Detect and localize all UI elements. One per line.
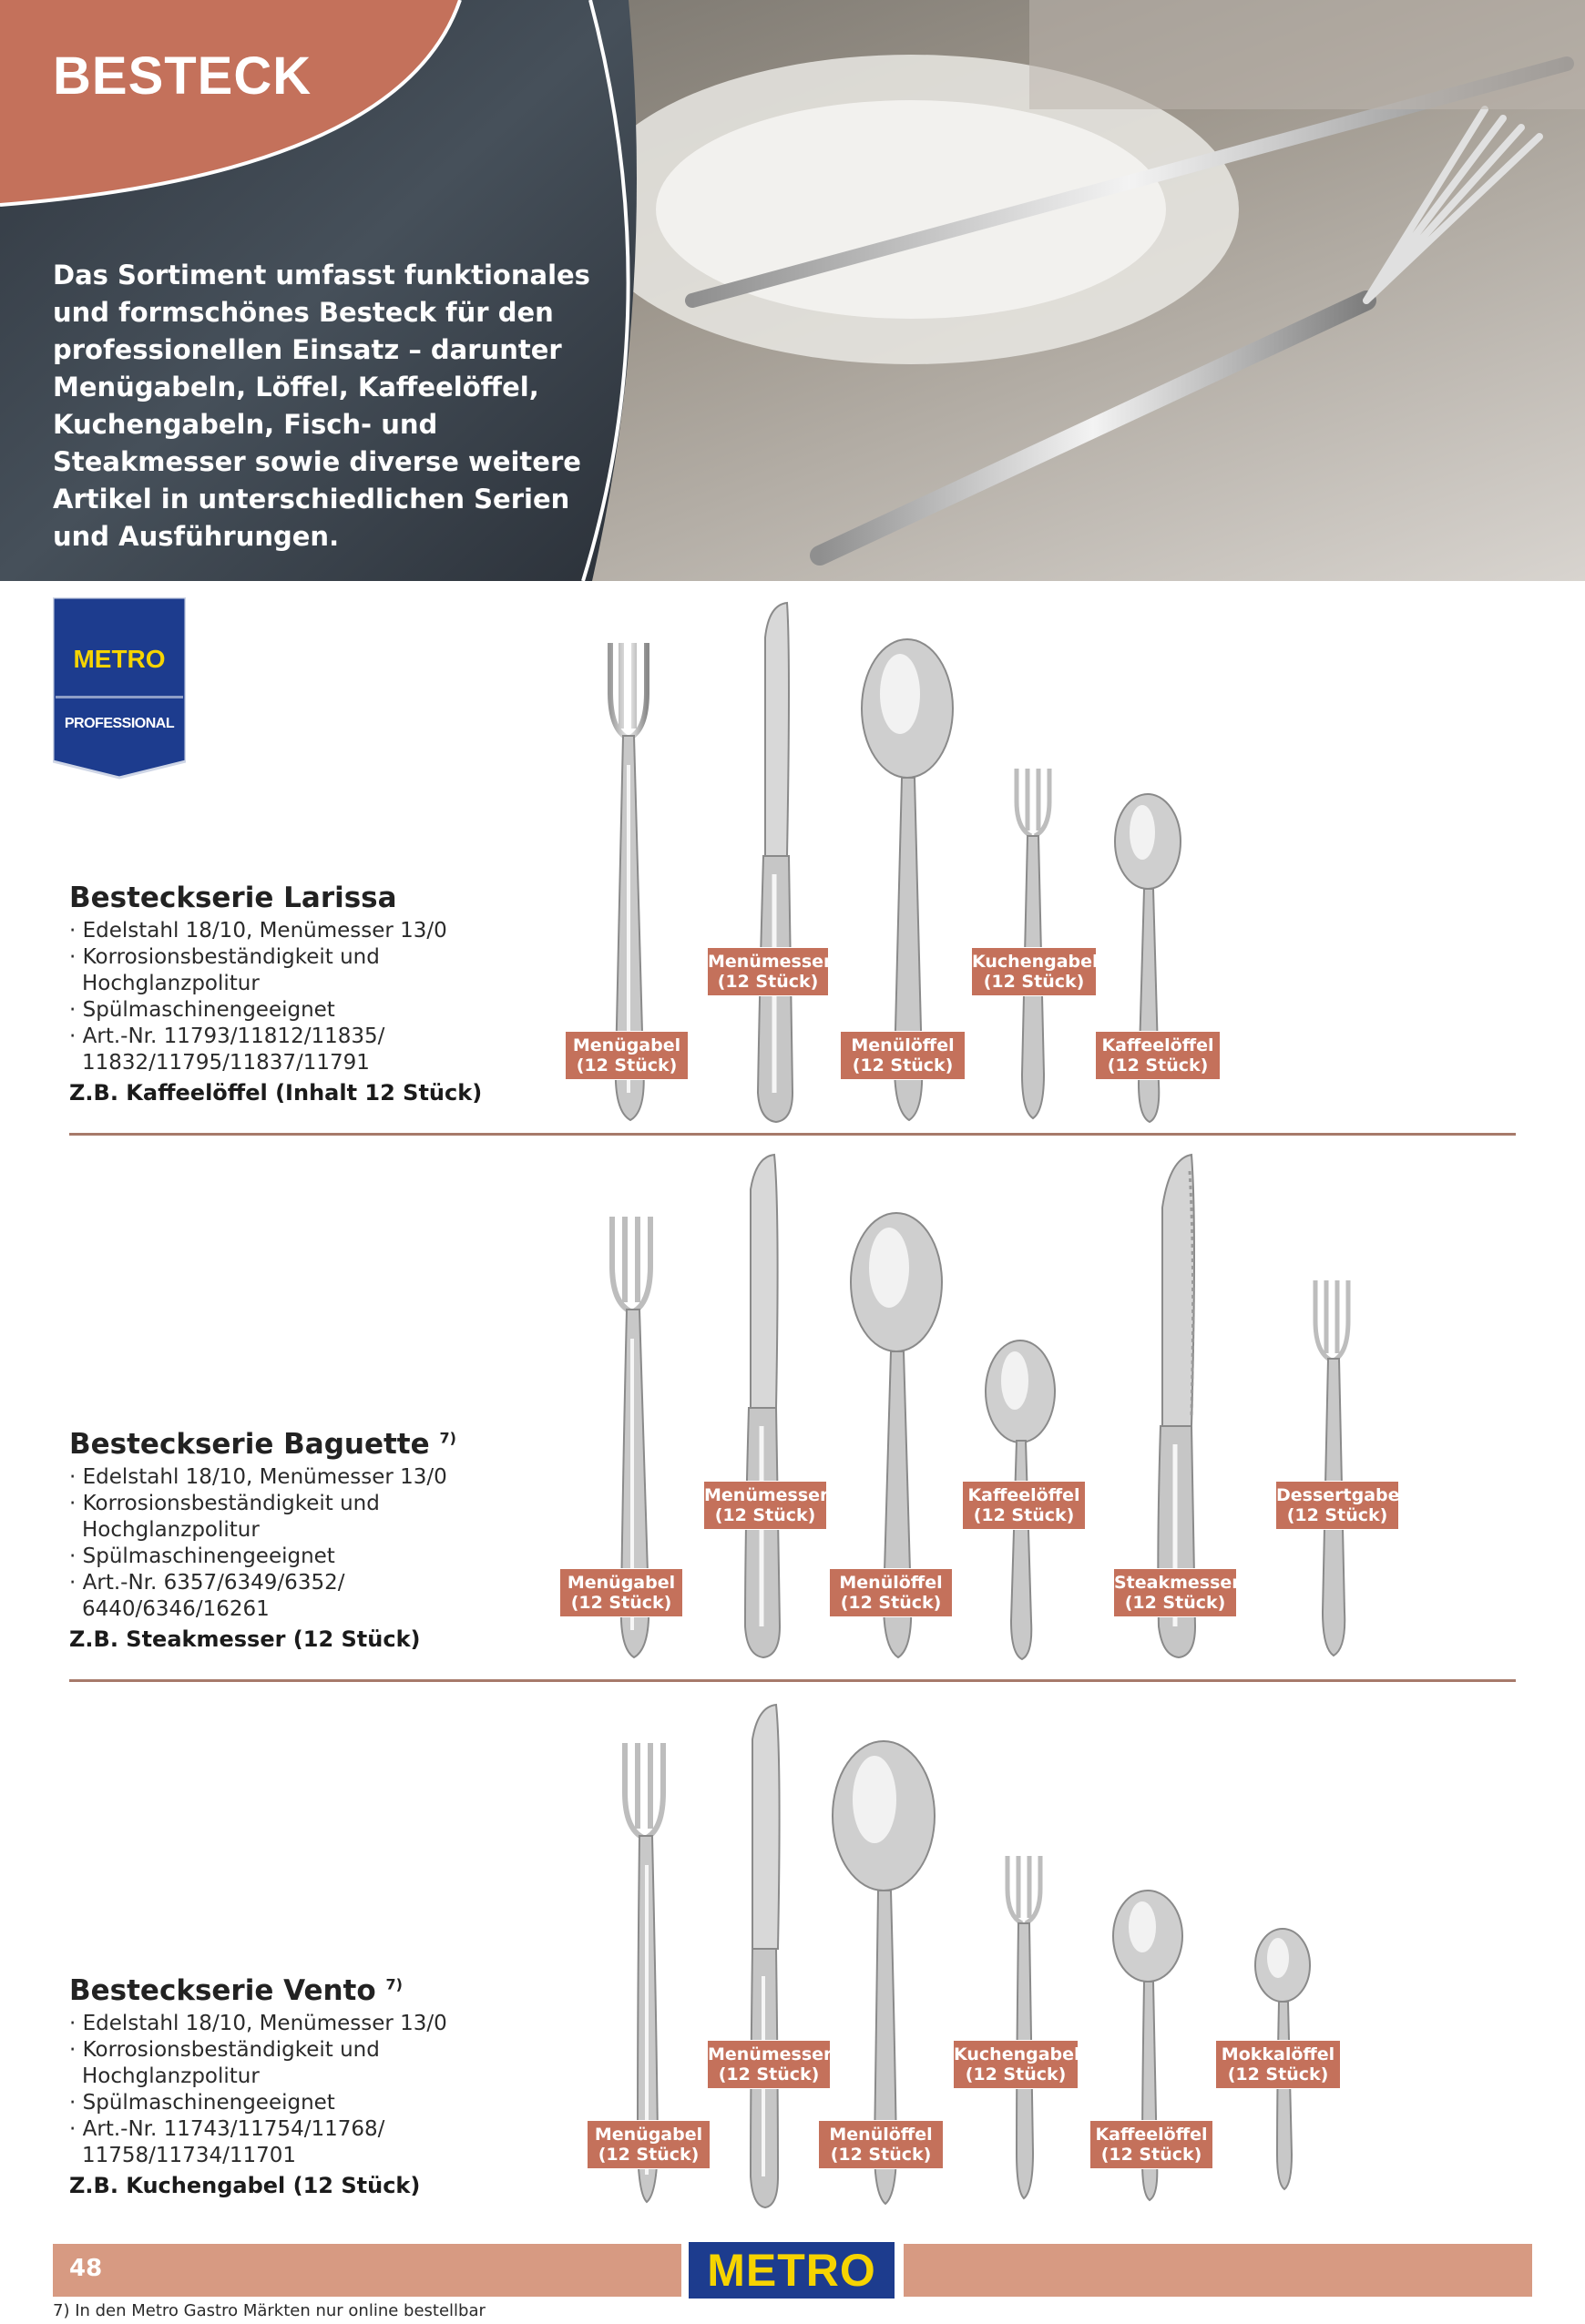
product-label: Menülöffel (12 Stück) xyxy=(829,1568,953,1617)
spec-item: · Art.-Nr. 6357/6349/6352/ 6440/6346/16261 xyxy=(69,1570,543,1623)
example-note: Z.B. Kuchengabel (12 Stück) xyxy=(69,2173,421,2198)
series-divider xyxy=(69,1133,1516,1136)
metro-professional-logo xyxy=(53,597,186,780)
spec-item: · Art.-Nr. 11793/11812/11835/ 11832/11795/11837/11791 xyxy=(69,1024,543,1076)
spec-list xyxy=(69,1464,543,1623)
product-label: Menümesser (12 Stück) xyxy=(707,2040,831,2089)
series-title: Besteckserie Vento $^{7)}$ xyxy=(69,1974,403,2007)
metro-footer-logo xyxy=(689,2242,895,2299)
spec-list xyxy=(69,918,543,1076)
shield-icon xyxy=(53,597,186,780)
series-divider xyxy=(69,1679,1516,1682)
product-label: Mokkalöffel (12 Stück) xyxy=(1215,2040,1341,2089)
product-label: Menülöffel (12 Stück) xyxy=(840,1031,966,1080)
footer-bar-left xyxy=(53,2244,681,2297)
logo-word: METRO xyxy=(73,645,166,673)
product-label: Menümesser (12 Stück) xyxy=(703,1481,827,1530)
hero-banner xyxy=(0,0,1585,581)
spec-item: · Korrosionsbeständigkeit und Hochglanzpolitur xyxy=(69,1491,543,1544)
footer-logo-word: METRO xyxy=(707,2245,876,2296)
product-label: Menümesser (12 Stück) xyxy=(707,947,829,996)
footnote-ref: 7) xyxy=(385,1975,403,1993)
product-label: Dessertgabel (12 Stück) xyxy=(1275,1481,1399,1530)
product-label: Menügabel (12 Stück) xyxy=(559,1568,683,1617)
product-label: Menügabel (12 Stück) xyxy=(565,1031,689,1080)
product-label: Kaffeelöffel (12 Stück) xyxy=(962,1481,1086,1530)
series-title: Besteckserie Baguette $^{7)}$ xyxy=(69,1428,456,1461)
spec-item: · Edelstahl 18/10, Menümesser 13/0 xyxy=(69,1464,543,1491)
footnote-ref: 7) xyxy=(439,1429,456,1447)
spec-item: · Spülmaschinengeeignet xyxy=(69,997,543,1024)
spec-item: · Spülmaschinengeeignet xyxy=(69,1544,543,1570)
knife-icon xyxy=(736,1153,791,1663)
example-note: Z.B. Kaffeelöffel (Inhalt 12 Stück) xyxy=(69,1080,483,1106)
page-number: 48 xyxy=(69,2255,103,2282)
product-label: Menülöffel (12 Stück) xyxy=(818,2120,944,2169)
knife-icon xyxy=(749,601,803,1129)
product-label: Kaffeelöffel (12 Stück) xyxy=(1089,2120,1213,2169)
hero-description: Das Sortiment umfasst funktionales und formschönes Besteck für den professionellen Einsatz – darunter Menügabeln, Löffel, Kaffeelöffel, Kuchengabeln, Fisch- und Steakmesser sowie diverse weitere Artikel in unterschiedlichen Serien und Ausführungen. xyxy=(53,260,590,552)
series-info xyxy=(69,1428,543,1652)
fork-icon xyxy=(998,1852,1053,2207)
footer-bar-right xyxy=(904,2244,1532,2297)
product-label: Kuchengabel (12 Stück) xyxy=(953,2040,1079,2089)
series-title: Besteckserie Larissa xyxy=(69,882,397,914)
spec-list xyxy=(69,2011,543,2169)
page-title: BESTECK xyxy=(53,46,312,106)
product-label: Kuchengabel (12 Stück) xyxy=(971,947,1097,996)
spec-item: · Korrosionsbeständigkeit und Hochglanzpolitur xyxy=(69,2037,543,2090)
spec-item: · Korrosionsbeständigkeit und Hochglanzpolitur xyxy=(69,944,543,997)
product-label: Kaffeelöffel (12 Stück) xyxy=(1095,1031,1221,1080)
product-label: Menügabel (12 Stück) xyxy=(587,2120,711,2169)
knife-icon xyxy=(738,1703,792,2213)
spec-item: · Art.-Nr. 11743/11754/11768/ 11758/11734/11701 xyxy=(69,2116,543,2169)
product-label: Steakmesser (12 Stück) xyxy=(1113,1568,1237,1617)
example-note: Z.B. Steakmesser (12 Stück) xyxy=(69,1626,421,1652)
series-info xyxy=(69,882,543,1106)
footnote: 7) In den Metro Gastro Märkten nur online bestellbar xyxy=(53,2301,486,2320)
spec-item: · Spülmaschinengeeignet xyxy=(69,2090,543,2116)
spec-item: · Edelstahl 18/10, Menümesser 13/0 xyxy=(69,2011,543,2037)
fork-icon xyxy=(1304,1275,1368,1667)
spec-item: · Edelstahl 18/10, Menümesser 13/0 xyxy=(69,918,543,944)
logo-subtitle: PROFESSIONAL xyxy=(64,716,175,731)
series-info xyxy=(69,1974,543,2198)
